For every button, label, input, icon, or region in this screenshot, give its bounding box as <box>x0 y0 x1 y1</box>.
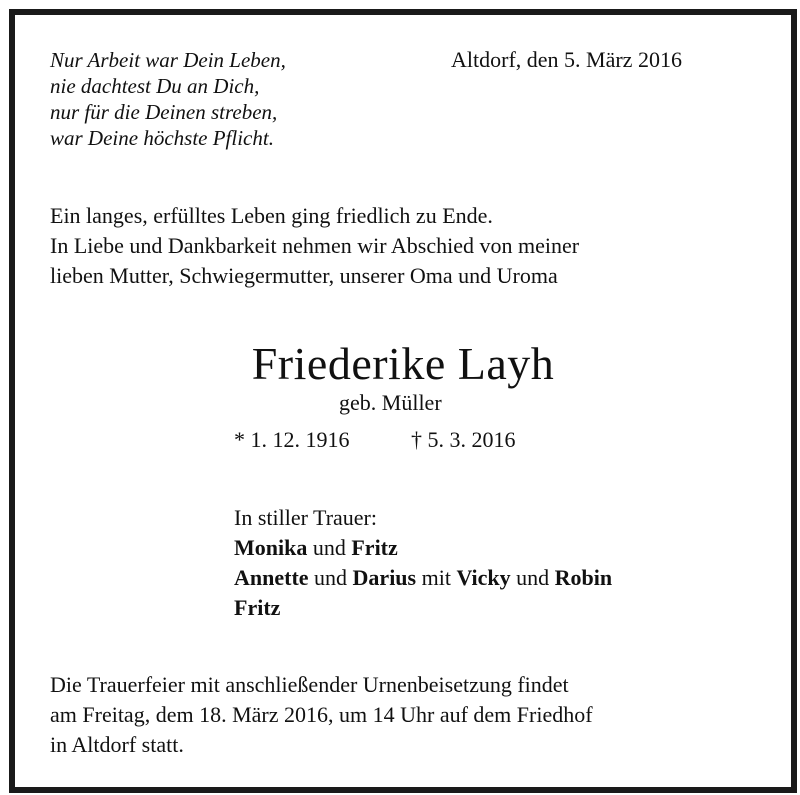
service-line: am Freitag, dem 18. März 2016, um 14 Uhr auf dem Friedhof <box>50 702 593 727</box>
memorial-verse <box>50 47 286 151</box>
mourner-name: Monika <box>234 535 308 560</box>
verse-line: war Deine höchste Pflicht. <box>50 126 274 150</box>
death-date: † 5. 3. 2016 <box>411 427 516 452</box>
mourner-line <box>234 563 612 593</box>
mourner-name: Darius <box>352 565 417 590</box>
connector-word: und <box>312 535 346 560</box>
connector-word: mit <box>421 565 451 590</box>
mourner-name: Robin <box>554 565 613 590</box>
mourner-line <box>234 533 612 563</box>
mourner-name: Fritz <box>234 595 281 620</box>
place-and-date: Altdorf, den 5. März 2016 <box>451 47 682 72</box>
verse-line: Nur Arbeit war Dein Leben, <box>50 48 286 72</box>
mourner-name: Annette <box>234 565 309 590</box>
intro-text <box>50 201 579 291</box>
intro-line: In Liebe und Dankbarkeit nehmen wir Abschied von meiner <box>50 233 580 258</box>
intro-line: lieben Mutter, Schwiegermutter, unserer Oma und Uroma <box>50 263 558 288</box>
mourner-name: Fritz <box>351 535 398 560</box>
connector-word: und <box>516 565 550 590</box>
mourners-heading: In stiller Trauer: <box>234 505 377 530</box>
mourners-list <box>234 503 612 623</box>
funeral-service-info <box>50 670 593 760</box>
deceased-name: Friederike Layh <box>251 338 555 389</box>
intro-line: Ein langes, erfülltes Leben ging friedlich zu Ende. <box>50 203 493 228</box>
life-dates <box>234 427 516 453</box>
maiden-name: geb. Müller <box>339 390 442 415</box>
mourner-name: Vicky <box>456 565 511 590</box>
service-line: Die Trauerfeier mit anschließender Urnenbeisetzung findet <box>50 672 569 697</box>
connector-word: und <box>314 565 348 590</box>
service-line: in Altdorf statt. <box>50 732 184 757</box>
mourner-line <box>234 593 612 623</box>
verse-line: nur für die Deinen streben, <box>50 100 278 124</box>
birth-date: * 1. 12. 1916 <box>234 427 350 452</box>
obituary-notice <box>9 9 797 793</box>
verse-line: nie dachtest Du an Dich, <box>50 74 260 98</box>
